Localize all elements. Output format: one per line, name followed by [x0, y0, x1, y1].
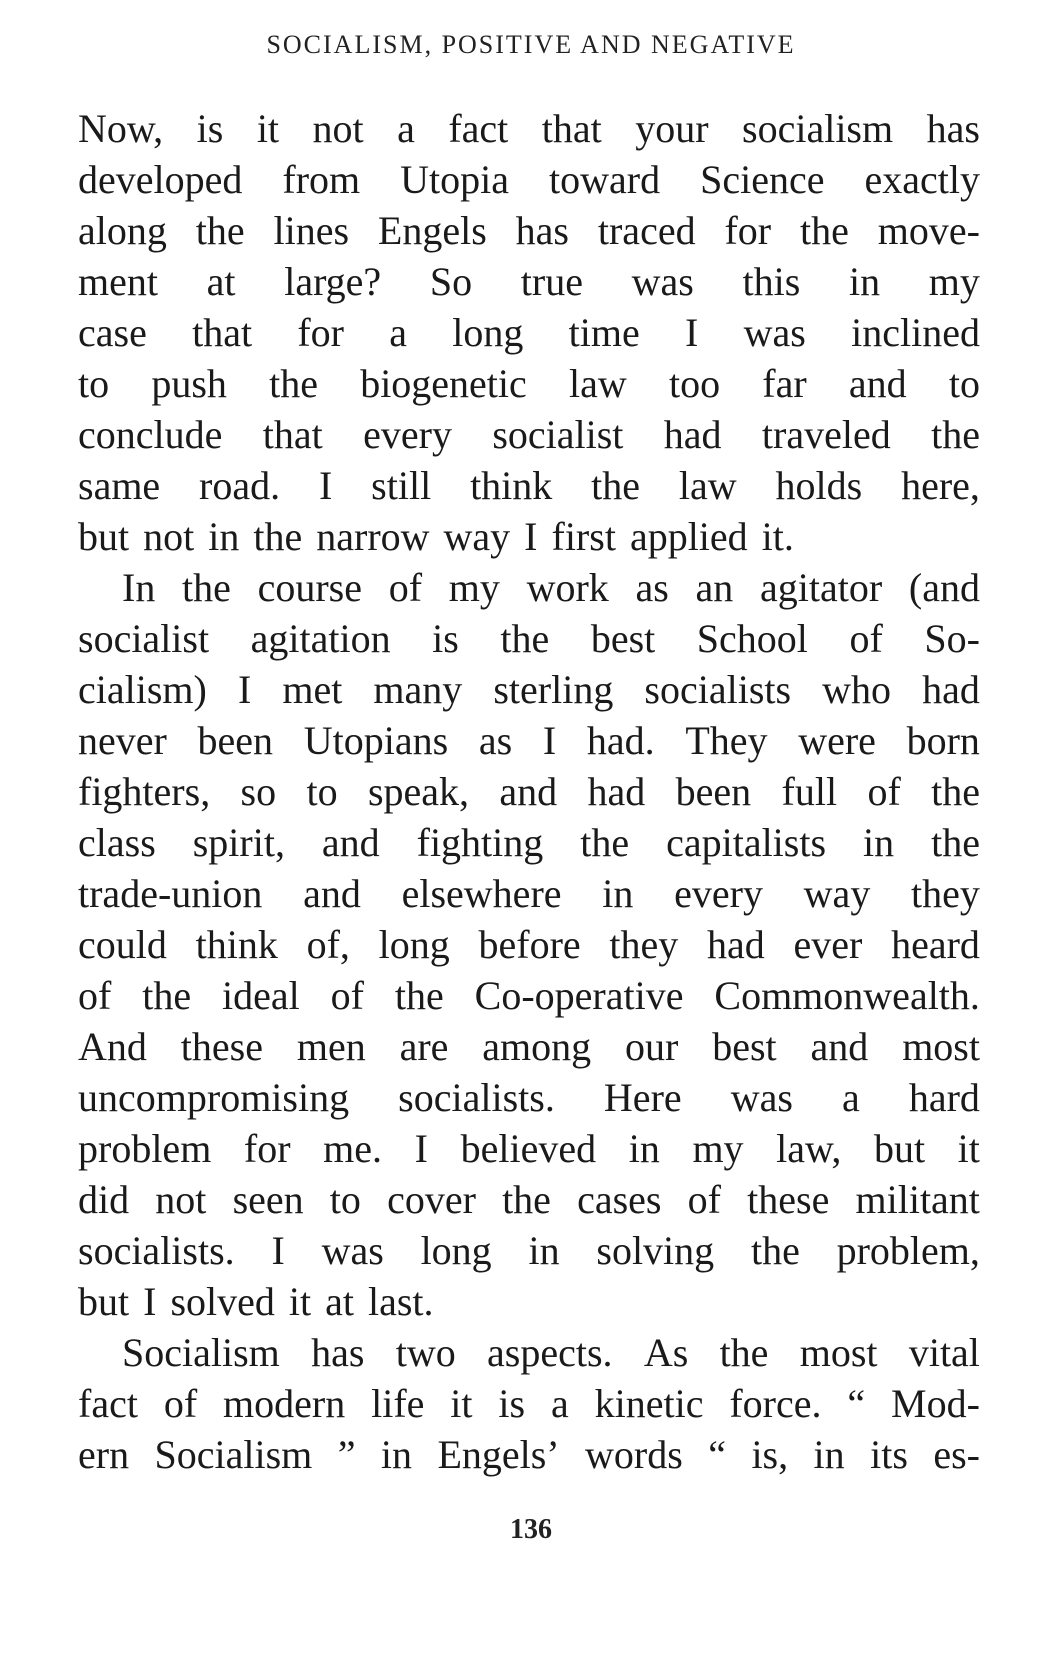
text-line: but I solved it at last.: [78, 1279, 434, 1324]
text-line: problem for me. I believed in my law, but it: [78, 1126, 980, 1171]
text-line: Now, is it not a fact that your socialism has: [78, 106, 980, 151]
text-line: did not seen to cover the cases of these militant: [78, 1177, 980, 1222]
text-line: socialists. I was long in solving the problem,: [78, 1228, 980, 1273]
text-line: class spirit, and fighting the capitalists in the: [78, 820, 980, 865]
text-line: socialist agitation is the best School of So-: [78, 616, 980, 661]
body-text: [78, 103, 980, 1480]
text-line: trade-union and elsewhere in every way they: [78, 871, 980, 916]
paragraph: [78, 103, 980, 562]
text-line: same road. I still think the law holds here,: [78, 463, 980, 508]
text-line: of the ideal of the Co-operative Commonwealth.: [78, 973, 980, 1018]
text-line: ern Socialism ” in Engels’ words “ is, in its es-: [78, 1432, 980, 1477]
text-line: along the lines Engels has traced for the move-: [78, 208, 980, 253]
text-line: And these men are among our best and most: [78, 1024, 980, 1069]
text-line: case that for a long time I was inclined: [78, 310, 980, 355]
page-number: 136: [510, 1514, 552, 1545]
paragraph: [78, 562, 980, 1327]
text-line: fighters, so to speak, and had been full of the: [78, 769, 980, 814]
text-line: could think of, long before they had ever heard: [78, 922, 980, 967]
text-line: uncompromising socialists. Here was a hard: [78, 1075, 980, 1120]
text-line: but not in the narrow way I first applied it.: [78, 514, 794, 559]
paragraph: [78, 1327, 980, 1480]
text-line: cialism) I met many sterling socialists who had: [78, 667, 980, 712]
text-line: conclude that every socialist had traveled the: [78, 412, 980, 457]
text-line: never been Utopians as I had. They were born: [78, 718, 980, 763]
text-line: In the course of my work as an agitator (and: [122, 565, 980, 610]
text-line: fact of modern life it is a kinetic force. “ Mod-: [78, 1381, 980, 1426]
text-line: developed from Utopia toward Science exactly: [78, 157, 980, 202]
text-line: Socialism has two aspects. As the most vital: [122, 1330, 980, 1375]
text-line: ment at large? So true was this in my: [78, 259, 980, 304]
running-head: SOCIALISM, POSITIVE AND NEGATIVE: [266, 30, 796, 59]
text-line: to push the biogenetic law too far and to: [78, 361, 980, 406]
